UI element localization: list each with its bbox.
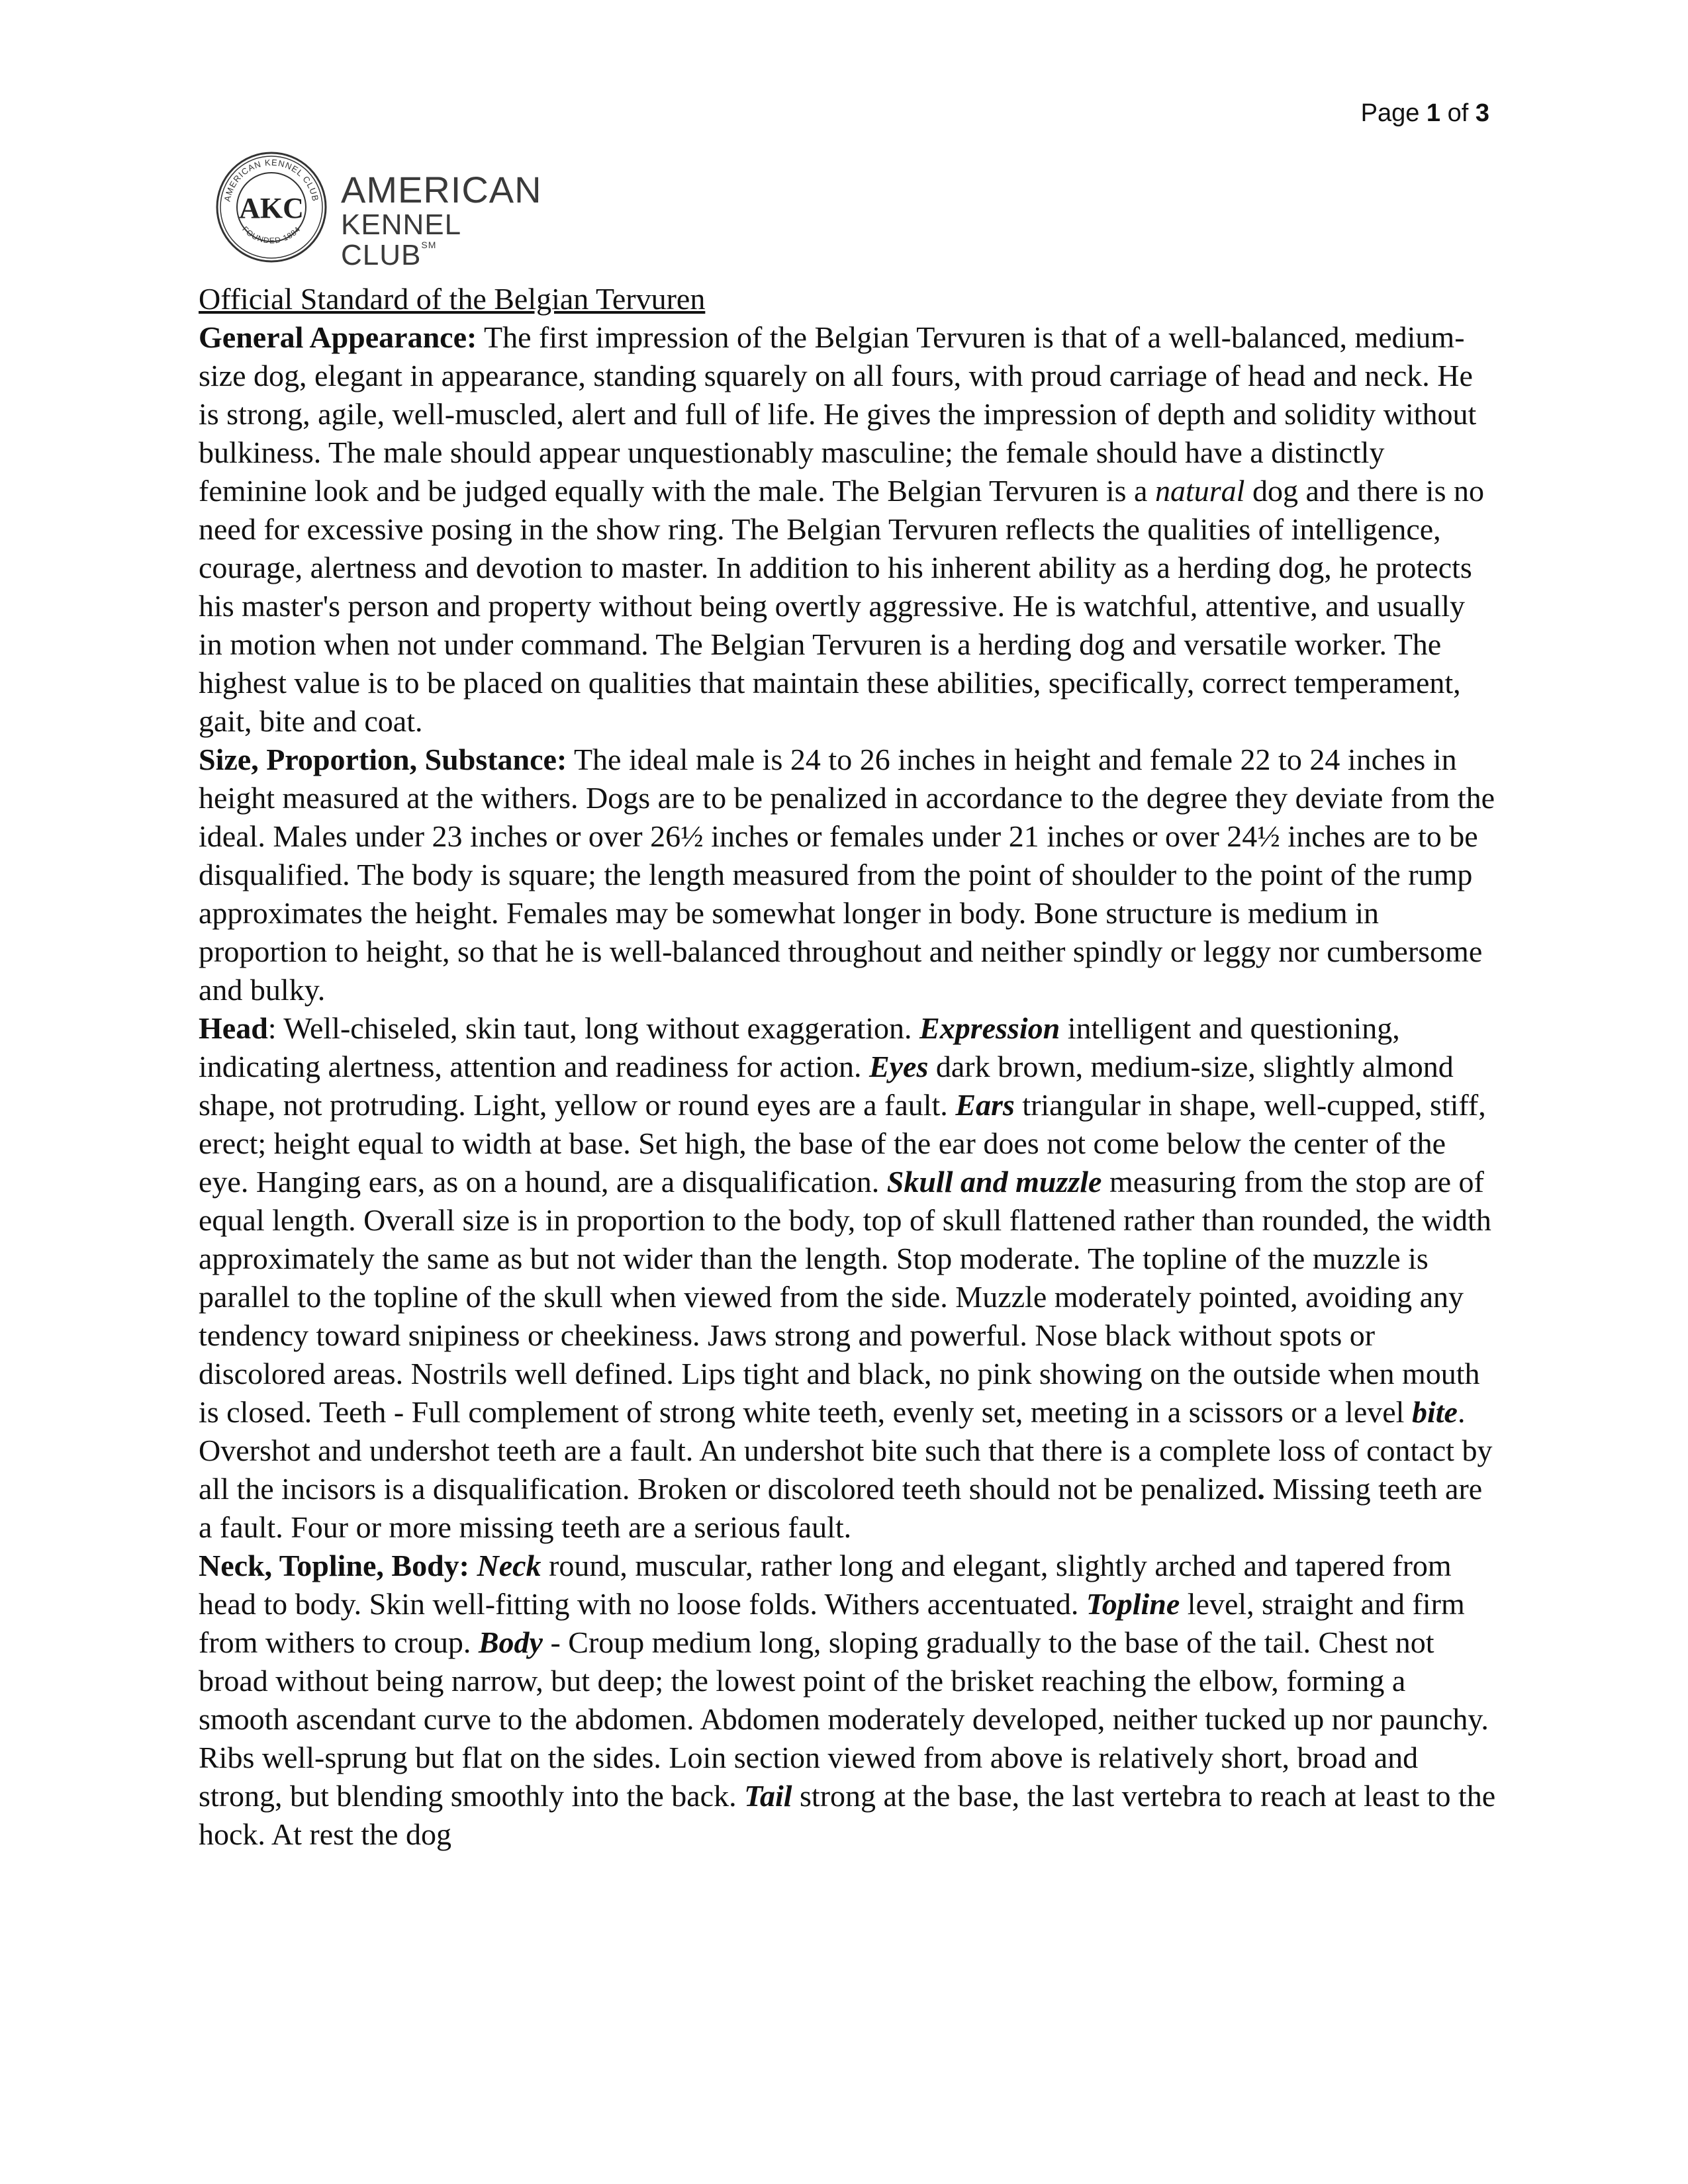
section-text: . Overshot and undershot teeth are a fault. An undershot bite such that there is a complete loss of contact by all the incisors is a disqualification. Broken or discolored teeth should not be penalized <box>199 1395 1493 1506</box>
term-tail: Tail <box>744 1779 792 1813</box>
section-heading: Neck, Topline, Body: <box>199 1549 469 1582</box>
term-topline: Topline <box>1086 1587 1180 1621</box>
section-general-appearance <box>199 318 1496 741</box>
section-text: intelligent and questioning, indicating alertness, attention and readiness for action. <box>199 1011 1400 1083</box>
section-text: - Croup medium long, sloping gradually to the base of the tail. Chest not broad without being narrow, but deep; the lowest point of the brisket reaching the elbow, forming a smooth ascendant curve to the abdomen. Abdomen moderately developed, neither tucked up nor paunchy. Ribs well-sprung but flat on the sides. Loin section viewed from above is relatively short, broad and strong, but blending smoothly into the back. <box>199 1625 1489 1813</box>
section-text <box>469 1549 477 1582</box>
section-text: The first impression of the Belgian Tervuren is that of a well-balanced, medium-size dog, elegant in appearance, standing squarely on all fours, with proud carriage of head and neck. He is strong, agile, well-muscled, alert and full of life. He gives the impression of depth and solidity without bulkiness. The male should appear unquestionably masculine; the female should have a distinctly feminine look and be judged equally with the male. The Belgian Tervuren is a <box>199 320 1477 508</box>
page-label: Page <box>1360 99 1427 127</box>
section-text: measuring from the stop are of equal length. Overall size is in proportion to the body, top of skull flattened rather than rounded, the width approximately the same as but not wider than the length. Stop moderate. The topline of the muzzle is parallel to the topline of the skull when viewed from the side. Muzzle moderately pointed, avoiding any tendency toward snipiness or cheekiness. Jaws strong and powerful. Nose black without spots or discolored areas. Nostrils well defined. Lips tight and black, no pink showing on the outside when mouth is closed. Teeth - Full complement of strong white teeth, evenly set, meeting in a scissors or a level <box>199 1165 1491 1429</box>
section-text: round, muscular, rather long and elegant, slightly arched and tapered from head to body. Skin well-fitting with no loose folds. Withers accentuated. <box>199 1549 1452 1621</box>
section-text: The ideal male is 24 to 26 inches in height and female 22 to 24 inches in height measured at the withers. Dogs are to be penalized in accordance to the degree they deviate from the ideal. Males under 23 inches or over 26½ inches or females under 21 inches or over 24½ inches are to be disqualified. The body is square; the length measured from the point of shoulder to the point of the rump approximates the height. Females may be somewhat longer in body. Bone structure is medium in proportion to height, so that he is well-balanced throughout and neither spindly or leggy nor cumbersome and bulky. <box>199 743 1495 1007</box>
section-size-proportion <box>199 741 1496 1009</box>
svg-text:FOUNDED 1884: FOUNDED 1884 <box>240 224 303 246</box>
section-text: : Well-chiseled, skin taut, long without exaggeration. <box>267 1011 920 1045</box>
document-title: Official Standard of the Belgian Tervuren <box>199 282 706 316</box>
section-heading: General Appearance: <box>199 320 477 354</box>
page-current: 1 <box>1426 99 1441 127</box>
logo-line-kennel-club: KENNEL CLUB℠ <box>341 208 461 271</box>
svg-text:AKC: AKC <box>239 192 304 224</box>
section-text: dark brown, medium-size, slightly almond shape, not protruding. Light, yellow or round eyes are a fault. <box>199 1050 1454 1122</box>
svg-text:AMERICAN KENNEL CLUB: AMERICAN KENNEL CLUB <box>222 157 321 203</box>
section-text: dog and there is no need for excessive posing in the show ring. The Belgian Tervuren reflects the qualities of intelligence, courage, alertness and devotion to master. In addition to his inherent ability as a herding dog, he protects his master's person and property without being overtly aggressive. He is watchful, attentive, and usually in motion when not under command. The Belgian Tervuren is a herding dog and versatile worker. The highest value is to be placed on qualities that maintain these abilities, specifically, correct temperament, gait, bite and coat. <box>199 474 1484 738</box>
section-neck-topline-body <box>199 1547 1496 1854</box>
section-heading: Size, Proportion, Substance: <box>199 743 567 776</box>
term-expression: Expression <box>919 1011 1060 1045</box>
section-text: Missing teeth are a fault. Four or more missing teeth are a serious fault. <box>199 1472 1483 1544</box>
page-of-label: of <box>1440 99 1476 127</box>
term-skull-and-muzzle: Skull and muzzle <box>886 1165 1102 1199</box>
logo-line-american: AMERICAN <box>341 169 542 210</box>
term-ears: Ears <box>955 1088 1015 1122</box>
term-eyes: Eyes <box>868 1050 929 1083</box>
section-text: triangular in shape, well-cupped, stiff, erect; height equal to width at base. Set high, the base of the ear does not come below the center of the eye. Hanging ears, as on a hound, are a disqualification. <box>199 1088 1486 1199</box>
term-bite: bite <box>1411 1395 1458 1429</box>
section-head <box>199 1009 1496 1547</box>
akc-wordmark <box>341 171 542 271</box>
term-neck: Neck <box>477 1549 541 1582</box>
section-text: level, straight and firm from withers to croup. <box>199 1587 1465 1659</box>
section-text: strong at the base, the last vertebra to reach at least to the hock. At rest the dog <box>199 1779 1496 1851</box>
akc-logo <box>215 151 542 271</box>
term-body: Body <box>478 1625 543 1659</box>
section-heading: Head <box>199 1011 268 1045</box>
akc-seal-icon <box>215 151 328 263</box>
emphasis-natural: natural <box>1154 474 1245 508</box>
standard-body <box>199 280 1496 1854</box>
page-total: 3 <box>1475 99 1489 127</box>
service-mark: SM <box>421 239 437 250</box>
bold-period: . <box>1257 1472 1265 1506</box>
page-number <box>1361 99 1489 128</box>
